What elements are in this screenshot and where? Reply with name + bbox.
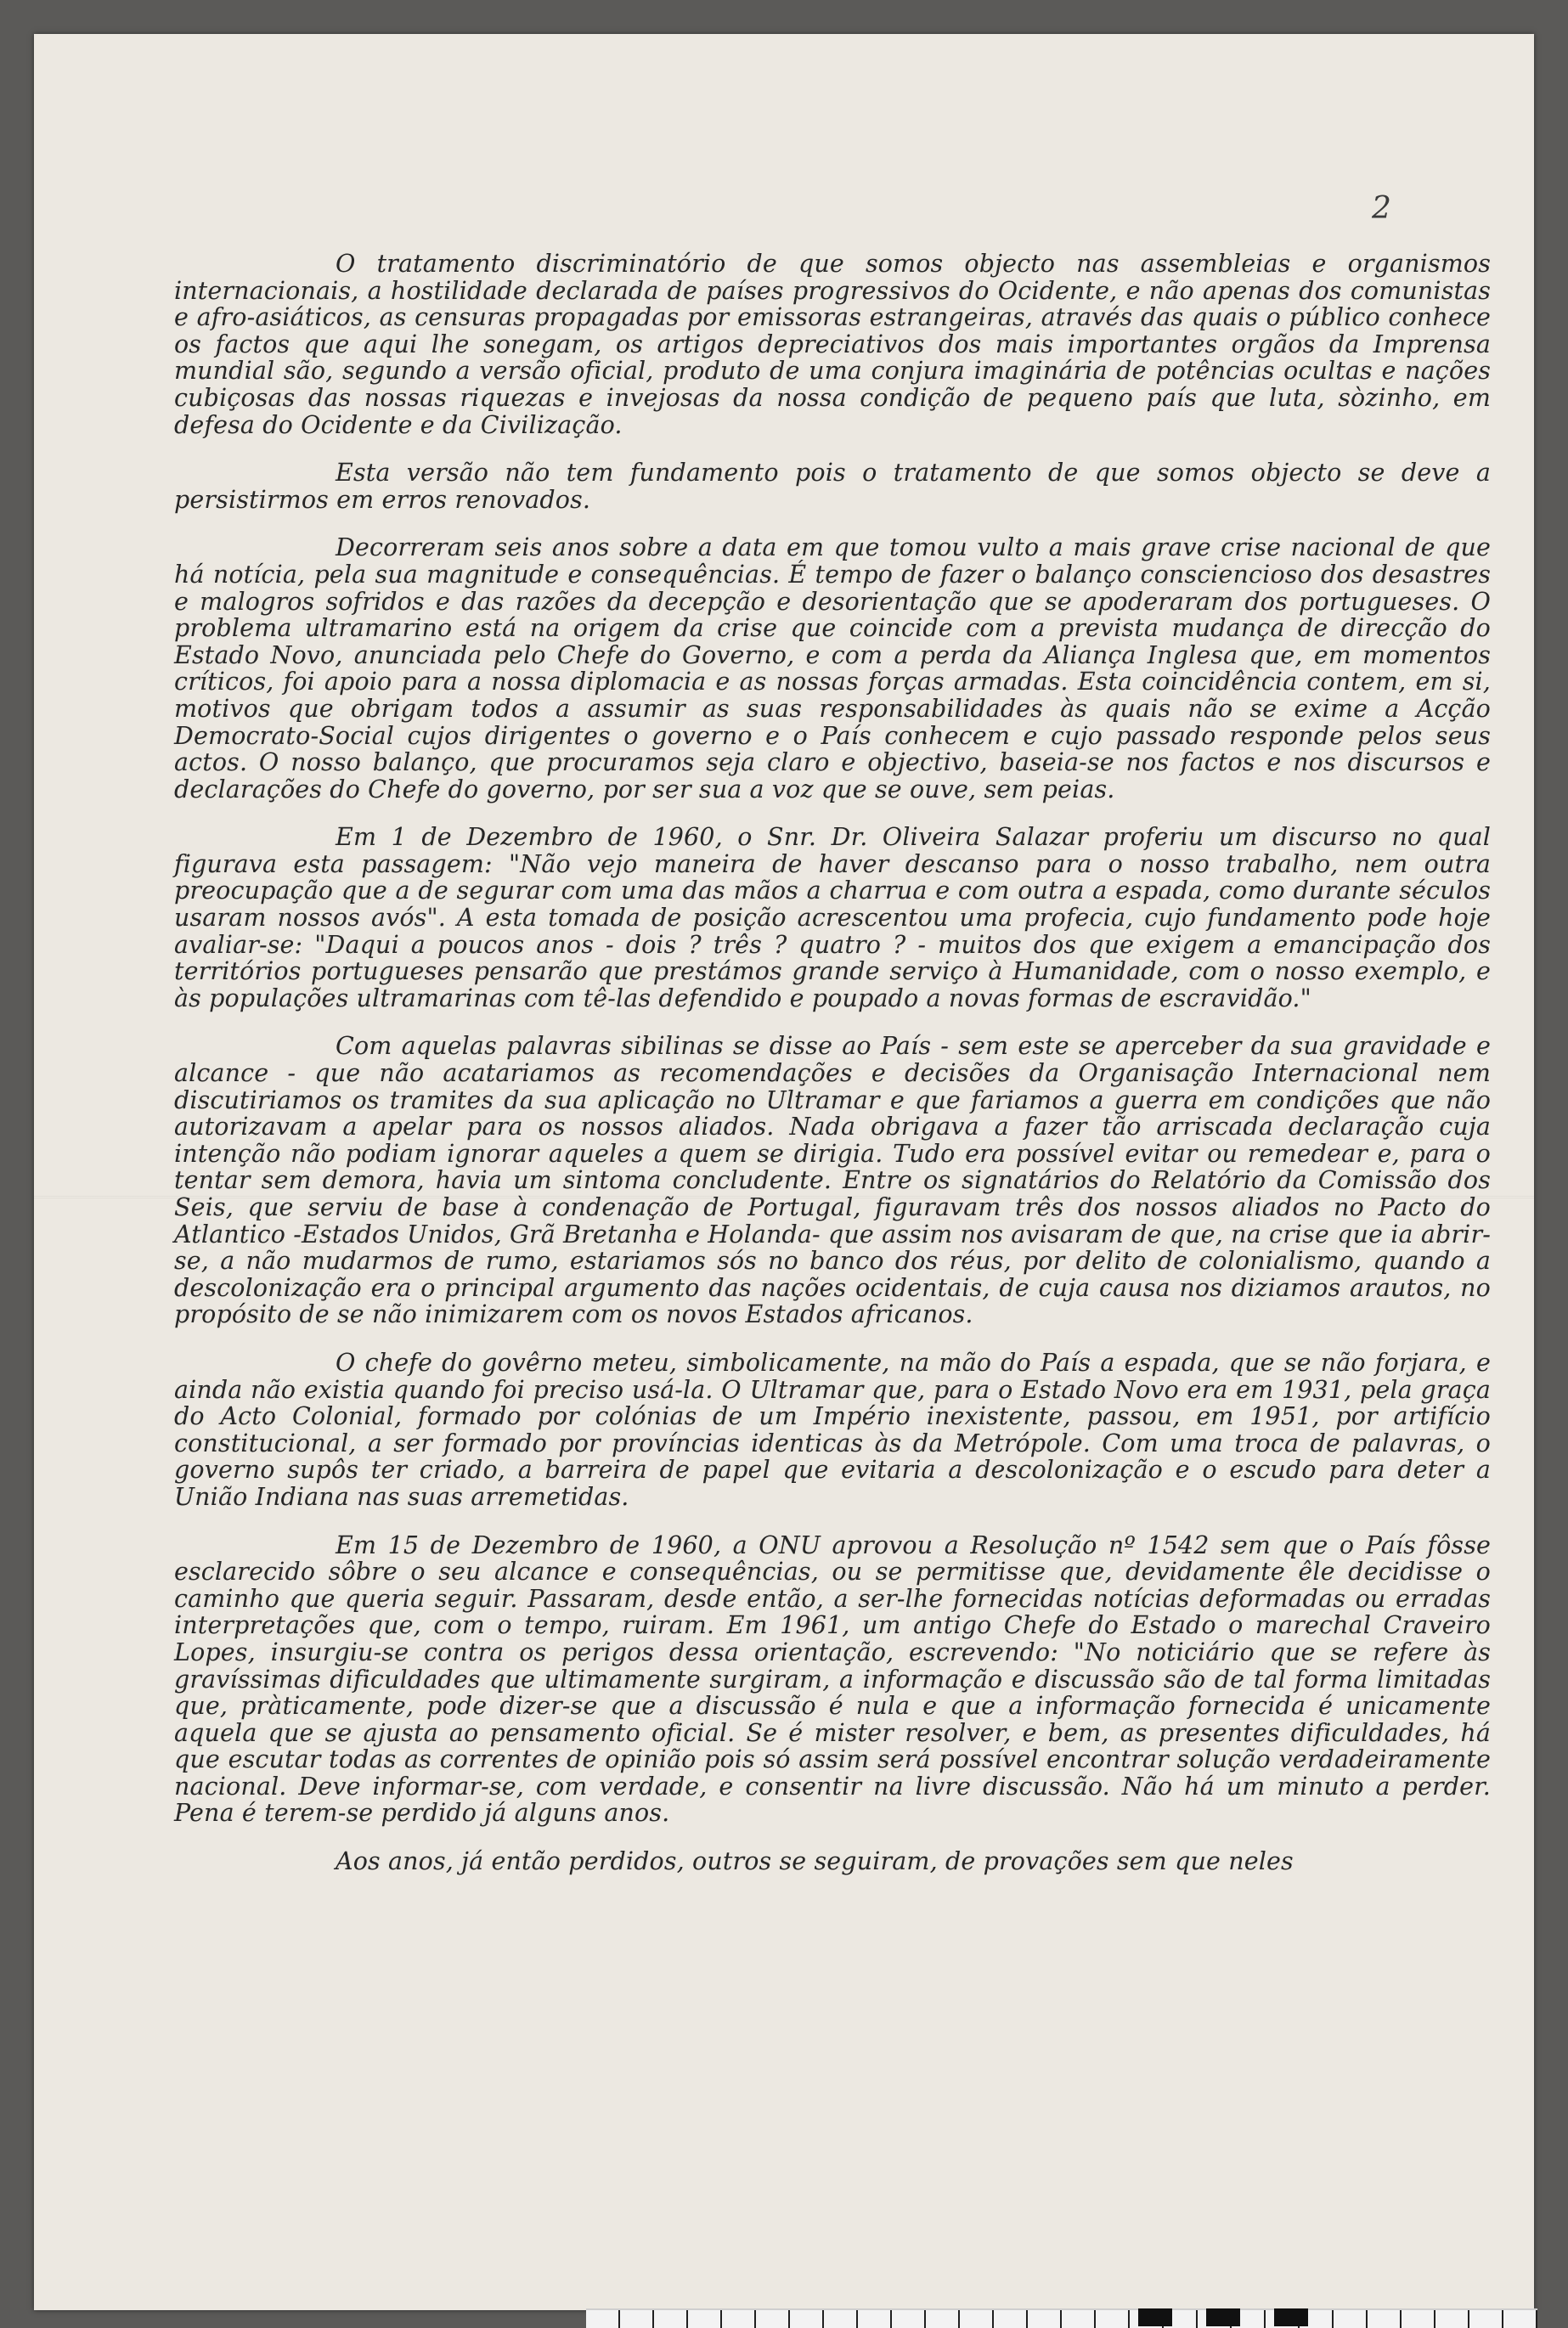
paragraph-2: Esta versão não tem fundamento pois o tratamento de que somos objecto se deve a persistirmos em erros renovados. bbox=[174, 459, 1491, 514]
paragraph-1: O tratamento discriminatório de que somos objecto nas assembleias e organismos internacionais, a hostilidade declarada de países progressivos do Ocidente, e não apenas dos comunistas e afro-asiáticos, as censuras propagadas por emissoras estrangeiras, através das quais o público conhece os factos que aqui lhe sonegam, os artigos depreciativos dos mais importantes orgãos da Imprensa mundial são, segundo a versão oficial, produto de uma conjura imaginária de potências ocultas e nações cubiçosas das nossas riquezas e invejosas da nossa condição de pequeno país que luta, sòzinho, em defesa do Ocidente e da Civilização. bbox=[174, 250, 1491, 439]
paragraph-8: Aos anos, já então perdidos, outros se seguiram, de provações sem que neles bbox=[336, 1847, 1294, 1876]
paragraph-4: Em 1 de Dezembro de 1960, o Snr. Dr. Oliveira Salazar proferiu um discurso no qual figurava esta passagem: "Não vejo maneira de haver descanso para o nosso trabalho, nem outra preocupação que a de segurar com uma das mãos a charrua e com outra a espada, como durante séculos usaram nossos avós". A esta tomada de posição acrescentou uma profecia, cujo fundamento pode hoje avaliar-se: "Daqui a poucos anos - dois ? três ? quatro ? - muitos dos que exigem a emancipação dos territórios portugueses pensarão que prestámos grande serviço à Humanidade, com o nosso exemplo, e às populações ultramarinas com tê-las defendido e poupado a novas formas de escravidão." bbox=[174, 823, 1491, 1012]
paragraph-6: O chefe do govêrno meteu, simbolicamente, na mão do País a espada, que se não forjara, e ainda não existia quando foi preciso usá-la. O Ultramar que, para o Estado Novo era em 1931, pela graça do Acto Colonial, formado por colónias de um Império inexistente, passou, em 1951, por artifício constitucional, a ser formado por províncias identicas às da Metrópole. Com uma troca de palavras, o governo supôs ter criado, a barreira de papel que evitaria a descolonização e o escudo para deter a União Indiana nas suas arremetidas. bbox=[174, 1348, 1491, 1511]
document-body bbox=[174, 251, 1491, 1875]
document-page bbox=[34, 34, 1534, 2310]
ruler-segment bbox=[1206, 2308, 1240, 2326]
scale-ruler bbox=[586, 2308, 1537, 2328]
paragraph-3: Decorreram seis anos sobre a data em que tomou vulto a mais grave crise nacional de que há notícia, pela sua magnitude e consequências. É tempo de fazer o balanço consciencioso dos desastres e malogros sofridos e das razões da decepção e desorientação que se apoderaram dos portugueses. O problema ultramarino está na origem da crise que coincide com a prevista mudança de direcção do Estado Novo, anunciada pelo Chefe do Governo, e com a perda da Aliança Inglesa que, em momentos críticos, foi apoio para a nossa diplomacia e as nossas forças armadas. Esta coincidência contem, em si, motivos que obrigam todos a assumir as suas responsabilidades às quais não se exime a Acção Democrato-Social cujos dirigentes o governo e o País conhecem e cujo passado responde pelos seus actos. O nosso balanço, que procuramos seja claro e objectivo, baseia-se nos factos e nos discursos e declarações do Chefe do governo, por ser sua a voz que se ouve, sem peias. bbox=[174, 533, 1491, 803]
ruler-segment bbox=[1138, 2308, 1172, 2326]
page-number: 2 bbox=[1372, 191, 1391, 226]
ruler-segment bbox=[1274, 2308, 1308, 2326]
paragraph-5: Com aquelas palavras sibilinas se disse ao País - sem este se aperceber da sua gravidade e alcance - que não acatariamos as recomendações e decisões da Organisação Internacional nem discutiriamos os tramites da sua aplicação no Ultramar e que fariamos a guerra em condições que não autorizavam a apelar para os nossos aliados. Nada obrigava a fazer tão arriscada declaração cuja intenção não podiam ignorar aqueles a quem se dirigia. Tudo era possível evitar ou remedear e, para o tentar sem demora, havia um sintoma concludente. Entre os signatários do Relatório da Comissão dos Seis, que serviu de base à condenação de Portugal, figuravam três dos nossos aliados no Pacto do Atlantico -Estados Unidos, Grã Bretanha e Holanda- que assim nos avisaram de que, na crise que ia abrir-se, a não mudarmos de rumo, estariamos sós no banco dos réus, por delito de colonialismo, quando a descolonização era o principal argumento das nações ocidentais, de cuja causa nos diziamos arautos, no propósito de se não inimizarem com os novos Estados africanos. bbox=[174, 1032, 1491, 1329]
paragraph-7: Em 15 de Dezembro de 1960, a ONU aprovou a Resolução nº 1542 sem que o País fôsse esclarecido sôbre o seu alcance e consequências, ou se permitisse que, devidamente êle decidisse o caminho que queria seguir. Passaram, desde então, a ser-lhe fornecidas notícias deformadas ou erradas interpretações que, com o tempo, ruiram. Em 1961, um antigo Chefe do Estado o marechal Craveiro Lopes, insurgiu-se contra os perigos dessa orientação, escrevendo: "No noticiário que se refere às gravíssimas dificuldades que ultimamente surgiram, a informação e discussão são de tal forma limitadas que, pràticamente, pode dizer-se que a discussão é nula e que a informação fornecida é unicamente aquela que se ajusta ao pensamento oficial. Se é mister resolver, e bem, as presentes dificuldades, há que escutar todas as correntes de opinião pois só assim será possível encontrar solução verdadeiramente nacional. Deve informar-se, com verdade, e consentir na livre discussão. Não há um minuto a perder. Pena é terem-se perdido já alguns anos. bbox=[174, 1530, 1491, 1828]
